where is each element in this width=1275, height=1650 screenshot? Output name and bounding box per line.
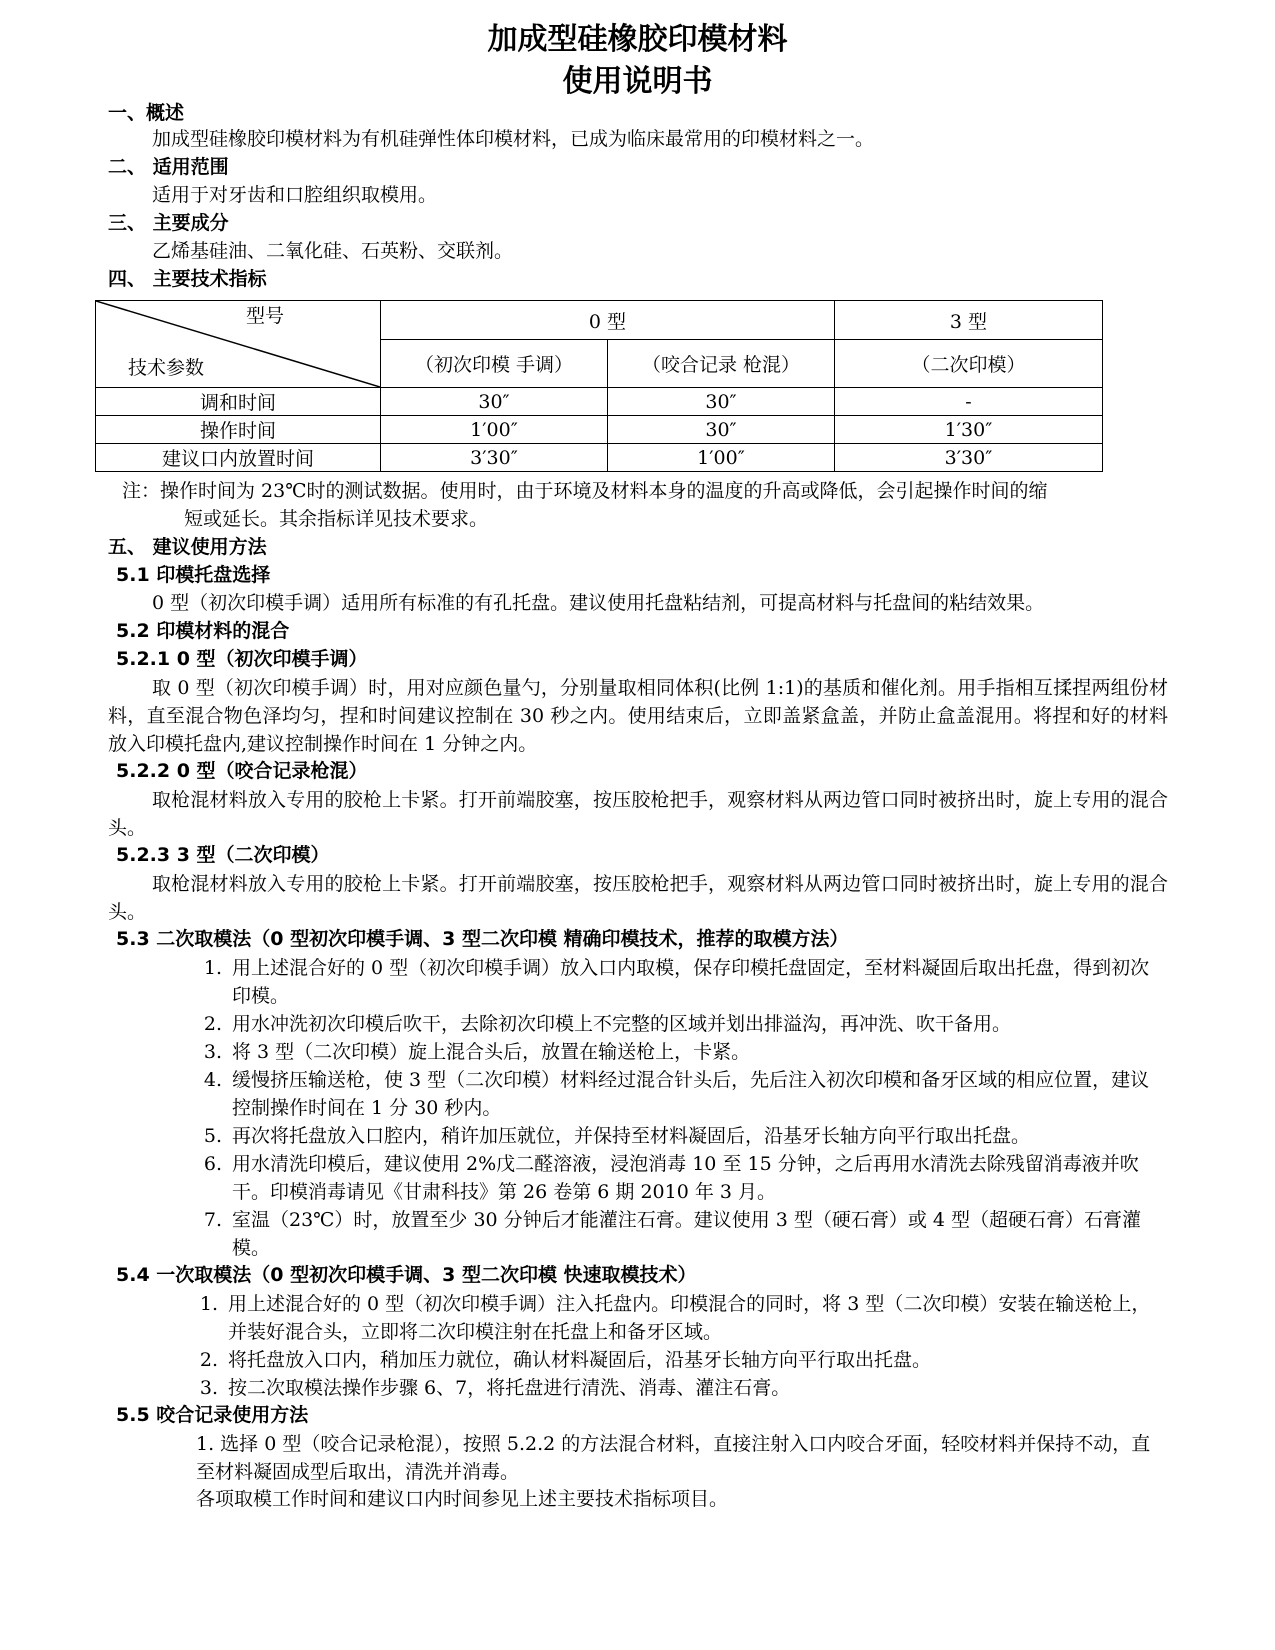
list-text: 再次将托盘放入口腔内，稍许加压就位，并保持至材料凝固后，沿基牙长轴方向平行取出托盘。 [232, 1125, 1031, 1147]
cell: 30″ [608, 416, 835, 444]
list-text: 将托盘放入口内，稍加压力就位，确认材料凝固后，沿基牙长轴方向平行取出托盘。 [228, 1349, 932, 1371]
para-5-2-2: 取枪混材料放入专用的胶枪上卡紧。打开前端胶塞，按压胶枪把手，观察材料从两边管口同时被挤出时，旋上专用的混合头。 [108, 789, 1168, 839]
list-number: 1. [203, 957, 222, 979]
heading-5-2: 5.2 印模材料的混合 [116, 620, 290, 642]
list-number: 2. [203, 1013, 222, 1035]
row-label: 建议口内放置时间 [96, 444, 381, 472]
list-number: 7. [203, 1209, 222, 1231]
cell: 1′00″ [608, 444, 835, 472]
list-item [203, 1150, 1168, 1206]
list-item [203, 1010, 1168, 1038]
heading-5-2-3: 5.2.3 3 型（二次印模） [116, 844, 330, 866]
subheader-initial: （初次印模 手调） [381, 340, 608, 388]
header-type0: 0 型 [381, 301, 835, 340]
heading-5-3: 5.3 二次取模法（0 型初次印模手调、3 型二次印模 精确印模技术，推荐的取模方法） [116, 928, 849, 950]
table-row [96, 388, 1103, 416]
list-text: 用水冲洗初次印模后吹干，去除初次印模上不完整的区域并划出排溢沟，再冲洗、吹干备用。 [232, 1013, 1012, 1035]
cell: 30″ [608, 388, 835, 416]
list-item [203, 1038, 1168, 1066]
para-5-5-closing: 各项取模工作时间和建议口内时间参见上述主要技术指标项目。 [196, 1488, 729, 1510]
corner-label-model: 型号 [246, 305, 285, 327]
cell: - [835, 388, 1103, 416]
list-number: 5. [203, 1125, 222, 1147]
list-item [203, 954, 1168, 1010]
para-5-2-1: 取 0 型（初次印模手调）时，用对应颜色量勺，分别量取相同体积(比例 1:1)的基质和催化剂。用手指相互揉捏两组份材料，直至混合物色泽均匀，捏和时间建议控制在 30 秒之内。使用结束后，立即盖紧盒盖，并防止盒盖混用。将捏和好的材料放入印模托盘内,建议控制操作时间在 1 分钟之内。 [108, 677, 1168, 755]
cell: 1′00″ [381, 416, 608, 444]
corner-label-param: 技术参数 [128, 357, 205, 379]
para-5-2-3: 取枪混材料放入专用的胶枪上卡紧。打开前端胶塞，按压胶枪把手，观察材料从两边管口同时被挤出时，旋上专用的混合头。 [108, 873, 1168, 923]
heading-5-2-2: 5.2.2 0 型（咬合记录枪混） [116, 760, 368, 782]
para-5-1: 0 型（初次印模手调）适用所有标准的有孔托盘。建议使用托盘粘结剂，可提高材料与托盘间的粘结效果。 [152, 592, 1045, 614]
section-1-text: 加成型硅橡胶印模材料为有机硅弹性体印模材料，已成为临床最常用的印模材料之一。 [152, 128, 875, 150]
heading-5-4: 5.4 一次取模法（0 型初次印模手调、3 型二次印模 快速取模技术） [116, 1264, 697, 1286]
cell: 30″ [381, 388, 608, 416]
cell: 1′30″ [835, 416, 1103, 444]
list-text: 按二次取模法操作步骤 6、7，将托盘进行清洗、消毒、灌注石膏。 [228, 1377, 791, 1399]
list-number: 4. [203, 1069, 222, 1091]
row-label: 操作时间 [96, 416, 381, 444]
table-note-line1: 注：操作时间为 23℃时的测试数据。使用时，由于环境及材料本身的温度的升高或降低，会引起操作时间的缩 [122, 480, 1048, 502]
list-text: 用水清洗印模后，建议使用 2%戊二醛溶液，浸泡消毒 10 至 15 分钟，之后再用水清洗去除残留消毒液并吹干。印模消毒请见《甘肃科技》第 26 卷第 6 期 2010 年 3 月。 [232, 1153, 1139, 1203]
section-3-text: 乙烯基硅油、二氧化硅、石英粉、交联剂。 [152, 240, 514, 262]
list-number: 3. [199, 1377, 218, 1399]
section-1-heading: 一、概述 [108, 102, 185, 124]
row-label: 调和时间 [96, 388, 381, 416]
heading-5-1: 5.1 印模托盘选择 [116, 564, 271, 586]
list-number: 1. [199, 1293, 218, 1315]
list-text: 用上述混合好的 0 型（初次印模手调）放入口内取模，保存印模托盘固定，至材料凝固后取出托盘，得到初次印模。 [232, 957, 1150, 1007]
table-note-line2: 短或延长。其余指标详见技术要求。 [184, 508, 489, 530]
heading-5-2-1: 5.2.1 0 型（初次印模手调） [116, 648, 368, 670]
spec-table [95, 300, 1103, 472]
document-subtitle: 使用说明书 [562, 64, 713, 99]
list-text: 用上述混合好的 0 型（初次印模手调）注入托盘内。印模混合的同时，将 3 型（二次印模）安装在输送枪上，并装好混合头，立即将二次印模注射在托盘上和备牙区域。 [228, 1293, 1151, 1343]
list-number: 2. [199, 1349, 218, 1371]
list-item [203, 1206, 1168, 1262]
document-title: 加成型硅橡胶印模材料 [487, 22, 788, 57]
list-item [199, 1374, 1168, 1402]
list-text: 将 3 型（二次印模）旋上混合头后，放置在输送枪上，卡紧。 [232, 1041, 751, 1063]
list-number: 6. [203, 1153, 222, 1175]
subheader-secondary: （二次印模） [835, 340, 1103, 388]
section-2-text: 适用于对牙齿和口腔组织取模用。 [152, 184, 438, 206]
cell: 3′30″ [381, 444, 608, 472]
list-item [199, 1290, 1168, 1346]
section-5-heading: 五、 建议使用方法 [108, 536, 267, 558]
para-5-5: 1. 选择 0 型（咬合记录枪混），按照 5.2.2 的方法混合材料，直接注射入口内咬合牙面，轻咬材料并保持不动，直至材料凝固成型后取出，清洗并消毒。 [196, 1433, 1151, 1483]
table-corner-cell [96, 301, 381, 388]
table-row [96, 444, 1103, 472]
list-text: 缓慢挤压输送枪，使 3 型（二次印模）材料经过混合针头后，先后注入初次印模和备牙区域的相应位置，建议控制操作时间在 1 分 30 秒内。 [232, 1069, 1150, 1119]
section-2-heading: 二、 适用范围 [108, 156, 229, 178]
subheader-bite: （咬合记录 枪混） [608, 340, 835, 388]
list-item [203, 1122, 1168, 1150]
heading-5-5: 5.5 咬合记录使用方法 [116, 1404, 309, 1426]
section-4-heading: 四、 主要技术指标 [108, 268, 267, 290]
list-text: 室温（23℃）时，放置至少 30 分钟后才能灌注石膏。建议使用 3 型（硬石膏）或 4 型（超硬石膏）石膏灌模。 [232, 1209, 1142, 1259]
table-row [96, 416, 1103, 444]
section-3-heading: 三、 主要成分 [108, 212, 229, 234]
list-item [203, 1066, 1168, 1122]
cell: 3′30″ [835, 444, 1103, 472]
list-item [199, 1346, 1168, 1374]
header-type3: 3 型 [835, 301, 1103, 340]
list-number: 3. [203, 1041, 222, 1063]
